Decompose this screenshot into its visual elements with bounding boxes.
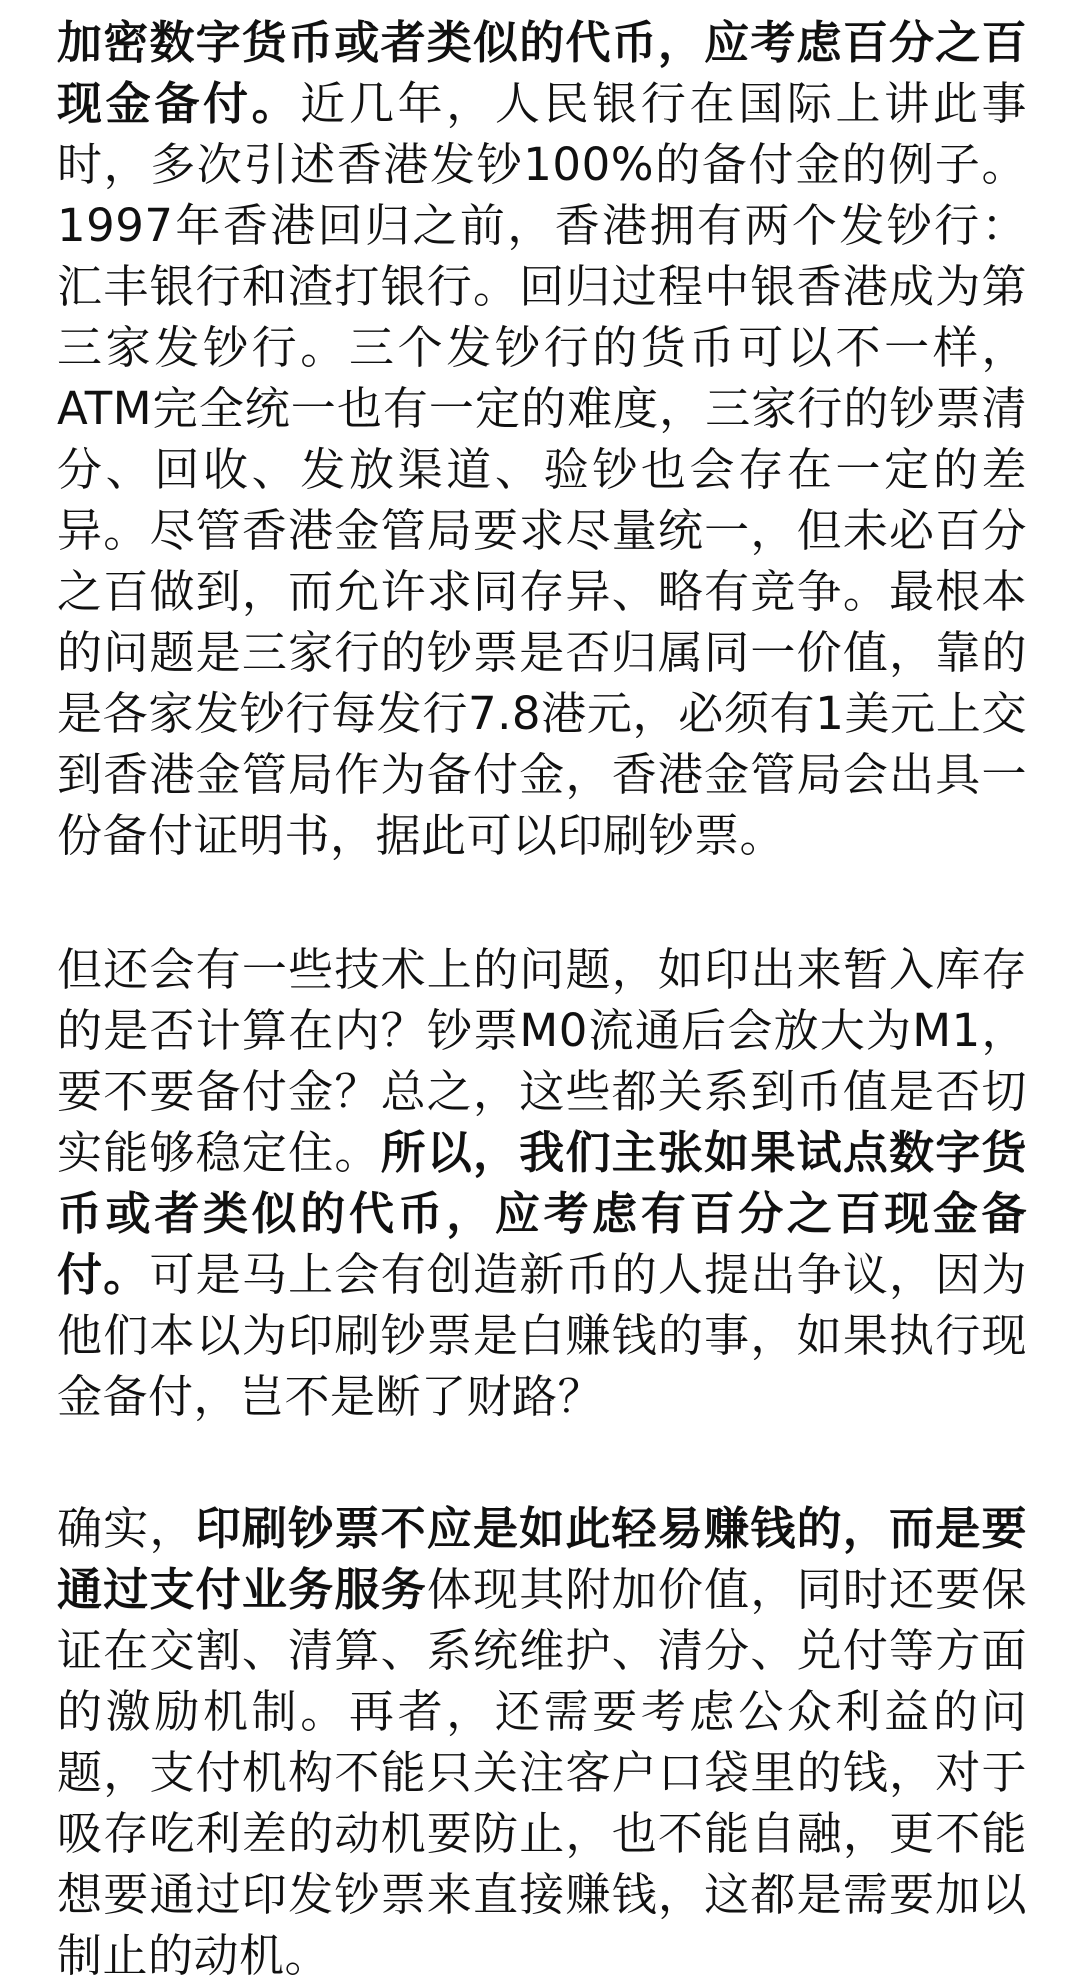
paragraph-3-bold-claim: 印刷钞票不应是如此轻易赚钱的，而是要通过支付业务服务 xyxy=(57,1502,1027,1616)
paragraph-3-intro: 确实， xyxy=(57,1502,196,1555)
paragraph-1 xyxy=(57,12,1027,866)
paragraph-3-body: 体现其附加价值，同时还要保证在交割、清算、系统维护、清分、兑付等方面的激励机制。再者，还需要考虑公众利益的问题，支付机构不能只关注客户口袋里的钱，对于吸存吃利差的动机要防止，也不能自融，更不能想要通过印发钞票来直接赚钱，这都是需要加以制止的动机。 xyxy=(57,1563,1027,1982)
paragraph-1-bold-lead: 加密数字货币或者类似的代币，应考虑百分之百现金备付。 xyxy=(57,16,1027,130)
paragraph-3 xyxy=(57,1498,1027,1986)
article-body xyxy=(57,0,1027,1986)
paragraph-2-bold-claim: 所以，我们主张如果试点数字货币或者类似的代币，应考虑有百分之百现金备付。 xyxy=(57,1126,1027,1301)
paragraph-1-body: 近几年，人民银行在国际上讲此事时，多次引述香港发钞100%的备付金的例子。1997年香港回归之前，香港拥有两个发钞行：汇丰银行和渣打银行。回归过程中银香港成为第三家发钞行。三个发钞行的货币可以不一样，ATM完全统一也有一定的难度，三家行的钞票清分、回收、发放渠道、验钞也会存在一定的差异。尽管香港金管局要求尽量统一，但未必百分之百做到，而允许求同存异、略有竞争。最根本的问题是三家行的钞票是否归属同一价值，靠的是各家发钞行每发行7.8港元，必须有1美元上交到香港金管局作为备付金，香港金管局会出具一份备付证明书，据此可以印刷钞票。 xyxy=(57,77,1027,862)
paragraph-2 xyxy=(57,939,1027,1427)
paragraph-2-body: 可是马上会有创造新币的人提出争议，因为他们本以为印刷钞票是白赚钱的事，如果执行现金备付，岂不是断了财路？ xyxy=(57,1248,1027,1423)
paragraph-2-intro: 但还会有一些技术上的问题，如印出来暂入库存的是否计算在内？钞票M0流通后会放大为M1，要不要备付金？总之，这些都关系到币值是否切实能够稳定住。 xyxy=(57,943,1027,1179)
